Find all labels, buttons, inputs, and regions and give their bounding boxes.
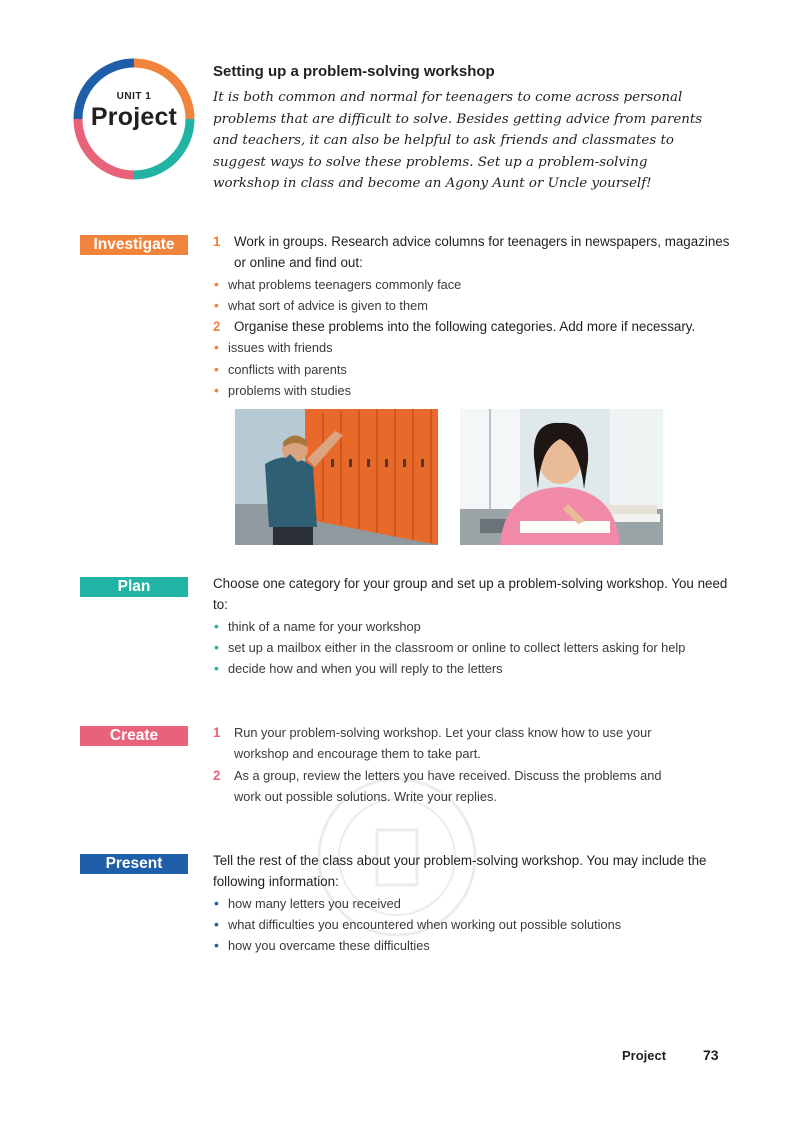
photo-upset-boy-lockers	[235, 409, 438, 545]
investigate-item-1-bullets	[213, 274, 733, 317]
project-intro-text: It is both common and normal for teenagers to come across personal problems that are difficult to solve. Besides getting advice from parents and teachers, it can also be helpful to ask friends and classmates to suggest ways to solve these problems. Set up a problem-solving workshop in class and become an Agony Aunt or Uncle yourself!	[213, 90, 703, 191]
list-item: • think of a name for your workshop	[213, 616, 733, 637]
list-item: • conflicts with parents	[213, 359, 733, 380]
unit-badge-title: Project	[90, 103, 178, 131]
present-section	[213, 850, 733, 956]
section-label-plan: Plan	[80, 577, 188, 597]
list-item: • what problems teenagers commonly face	[213, 274, 733, 295]
list-item: • problems with studies	[213, 380, 733, 401]
item-number: 1	[213, 234, 221, 249]
list-item: • decide how and when you will reply to the letters	[213, 658, 733, 679]
list-item: • what sort of advice is given to them	[213, 295, 733, 316]
item-text: Organise these problems into the following categories. Add more if necessary.	[234, 319, 696, 335]
item-text: Run your problem-solving workshop. Let your class know how to use your workshop and encourage them to take part.	[234, 725, 652, 762]
section-label-investigate: Investigate	[80, 235, 188, 255]
section-label-present: Present	[80, 854, 188, 874]
list-item: • what difficulties you encountered when working out possible solutions	[213, 914, 733, 935]
list-item: • issues with friends	[213, 337, 733, 358]
list-item: • how you overcame these difficulties	[213, 935, 733, 956]
footer-section-name: Project	[622, 1048, 667, 1063]
item-number: 1	[213, 725, 221, 740]
unit-badge	[70, 55, 198, 183]
plan-section	[213, 573, 733, 679]
present-bullets	[213, 893, 733, 957]
section-label-create: Create	[80, 726, 188, 746]
investigate-item-1	[213, 231, 733, 274]
list-item: • how many letters you received	[213, 893, 733, 914]
project-title: Setting up a problem-solving workshop	[213, 63, 495, 80]
investigate-item-2-bullets	[213, 337, 733, 401]
present-text: Tell the rest of the class about your problem-solving workshop. You may include the following information:	[213, 853, 707, 890]
create-item-1	[213, 722, 683, 765]
page-number: 73	[703, 1047, 719, 1063]
item-text: Work in groups. Research advice columns for teenagers in newspapers, magazines or online and find out:	[234, 234, 730, 271]
plan-bullets	[213, 616, 733, 680]
list-item: • set up a mailbox either in the classroom or online to collect letters asking for help	[213, 637, 733, 658]
plan-text: Choose one category for your group and set up a problem-solving workshop. You need to:	[213, 576, 728, 613]
item-number: 2	[213, 319, 221, 335]
investigate-item-2	[213, 316, 733, 337]
unit-number: UNIT 1	[116, 91, 152, 102]
item-text: As a group, review the letters you have received. Discuss the problems and work out possible solutions. Write your replies.	[234, 767, 662, 804]
investigate-section	[213, 231, 733, 401]
item-number: 2	[213, 767, 221, 783]
photo-girl-studying	[460, 409, 663, 545]
